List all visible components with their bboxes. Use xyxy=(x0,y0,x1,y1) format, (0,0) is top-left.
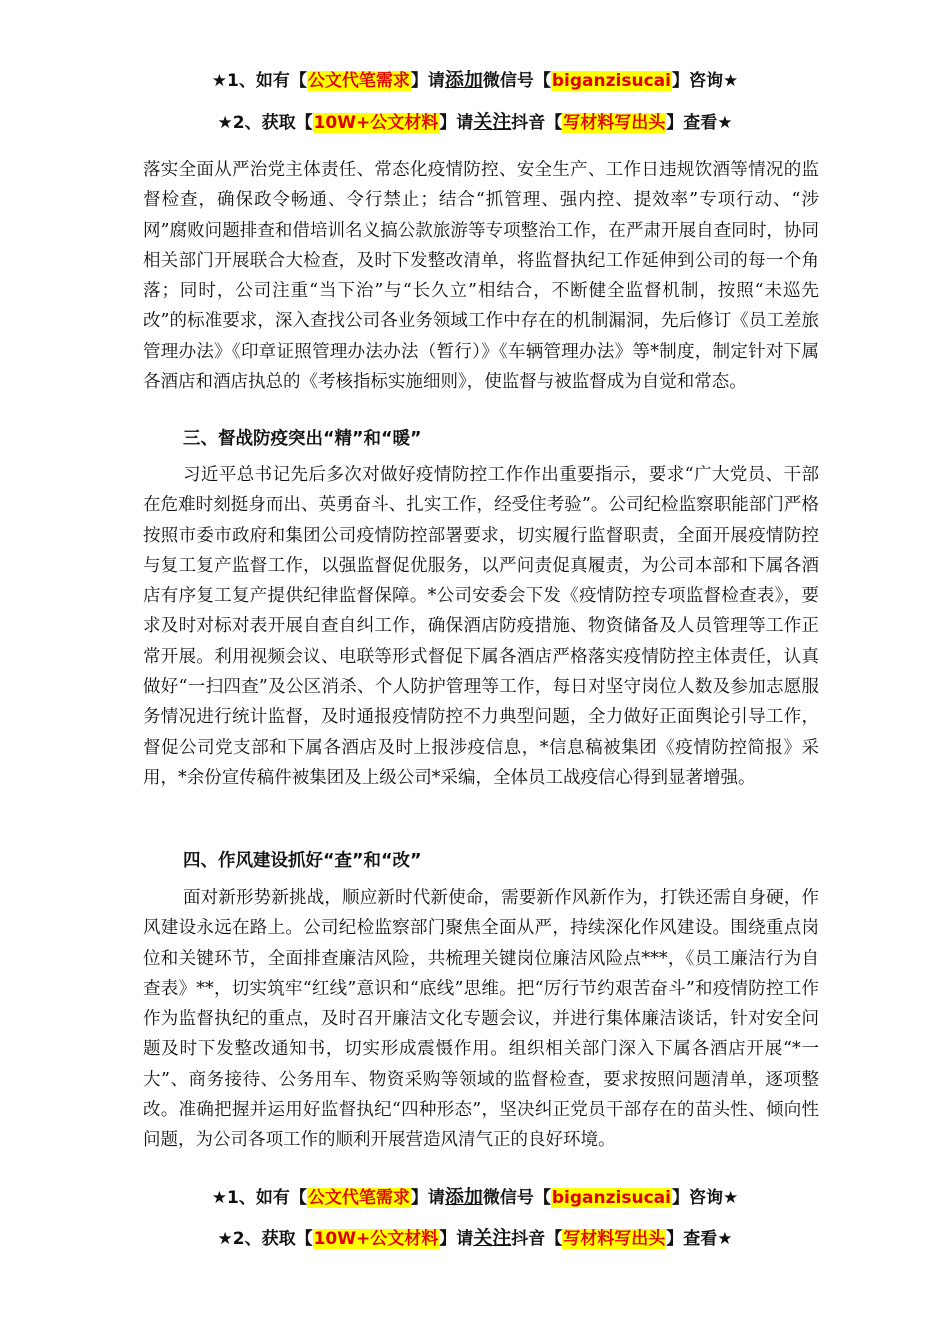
banner-underlined: 关注 xyxy=(473,1227,512,1249)
banner-highlight: 写材料写出头 xyxy=(563,113,666,133)
banner-highlight: 10W+公文材料 xyxy=(313,1229,439,1249)
bottom-banner-line-2 xyxy=(0,1226,950,1251)
banner-suffix: 】查看★ xyxy=(666,113,733,133)
banner-underlined: 关注 xyxy=(473,111,512,133)
banner-highlight: 写材料写出头 xyxy=(563,1229,666,1249)
banner-prefix: ★1、如有【 xyxy=(211,71,307,91)
banner-prefix: ★2、获取【 xyxy=(217,1229,313,1249)
banner-highlight: 公文代笔需求 xyxy=(307,71,410,91)
banner-text: 抖音【 xyxy=(511,1229,563,1249)
banner-suffix: 】咨询★ xyxy=(671,1188,739,1208)
top-banner-line-1 xyxy=(0,68,950,93)
paragraph-section-3: 习近平总书记先后多次对做好疫情防控工作作出重要指示，要求“广大党员、干部在危难时刻挺身而出、英勇奋斗、扎实工作，经受住考验”。公司纪检监察职能部门严格按照市委市政府和集团公司疫情防控部署要求，切实履行监督职责，全面开展疫情防控与复工复产监督工作，以强监督促优服务，以严问责促真履责，为公司本部和下属各酒店有序复工复产提供纪律监督保障。*公司安委会下发《疫情防控专项监督检查表》，要求及时对标对表开展自查自纠工作，确保酒店防疫措施、物资储备及人员管理等工作正常开展。利用视频会议、电联等形式督促下属各酒店严格落实疫情防控主体责任，认真做好“一扫四查”及公区消杀、个人防护管理等工作，每日对坚守岗位人数及参加志愿服务情况进行统计监督，及时通报疫情防控不力典型问题，全力做好正面舆论引导工作，督促公司党支部和下属各酒店及时上报涉疫信息，*信息稿被集团《疫情防控简报》采用，*余份宣传稿件被集团及上级公司*采编，全体员工战疫信心得到显著增强。 xyxy=(143,465,819,788)
banner-underlined: 添加 xyxy=(444,69,483,91)
banner-highlight: biganzisucai xyxy=(551,71,671,91)
paragraph-section-4: 面对新形势新挑战，顺应新时代新使命，需要新作风新作为，打铁还需自身硬，作风建设永远在路上。公司纪检监察部门聚焦全面从严，持续深化作风建设。围绕重点岗位和关键环节，全面排查廉洁风险，共梳理关键岗位廉洁风险点***，《员工廉洁行为自查表》**，切实筑牢“红线”意识和“底线”思维。把“厉行节约艰苦奋斗”和疫情防控工作作为监督执纪的重点，及时召开廉洁文化专题会议，并进行集体廉洁谈话，针对安全问题及时下发整改通知书，切实形成震慑作用。组织相关部门深入下属各酒店开展“*一大”、商务接待、公务用车、物资采购等领域的监督检查，要求按照问题清单，逐项整改。准确把握并运用好监督执纪“四种形态”，坚决纠正党员干部存在的苗头性、倾向性问题，为公司各项工作的顺利开展营造风清气正的良好环境。 xyxy=(143,888,819,1151)
banner-prefix: ★1、如有【 xyxy=(211,1188,307,1208)
banner-suffix: 】查看★ xyxy=(666,1229,733,1249)
paragraph-continued: 落实全面从严治党主体责任、常态化疫情防控、安全生产、工作日违规饮酒等情况的监督检查，确保政令畅通、令行禁止；结合“抓管理、强内控、提效率”专项行动、“涉网”腐败问题排查和借培训名义搞公款旅游等专项整治工作，在严肃开展自查同时，协同相关部门开展联合大检查，及时下发整改清单，将监督执纪工作延伸到公司的每一个角落；同时，公司注重“当下治”与“长久立”相结合，不断健全监督机制，按照“未巡先改”的标准要求，深入查找公司各业务领域工作中存在的机制漏洞，先后修订《员工差旅管理办法》《印章证照管理办法办法（暂行）》《车辆管理办法》等*制度，制定针对下属各酒店和酒店执总的《考核指标实施细则》，使监督与被监督成为自觉和常态。 xyxy=(143,160,819,393)
banner-suffix: 】咨询★ xyxy=(671,71,739,91)
banner-text: 】请 xyxy=(410,1188,445,1208)
banner-highlight: 10W+公文材料 xyxy=(313,113,439,133)
banner-highlight: 公文代笔需求 xyxy=(307,1188,410,1208)
banner-text: 】请 xyxy=(439,1229,474,1249)
banner-highlight: biganzisucai xyxy=(551,1188,671,1208)
banner-prefix: ★2、获取【 xyxy=(217,113,313,133)
banner-text: 】请 xyxy=(410,71,445,91)
top-banner-line-2 xyxy=(0,110,950,135)
banner-text: 微信号【 xyxy=(482,1188,551,1208)
section-heading-3: 三、督战防疫突出“精”和“暖” xyxy=(183,429,422,449)
banner-text: 】请 xyxy=(439,113,474,133)
section-heading-4: 四、作风建设抓好“查”和“改” xyxy=(183,851,422,871)
banner-text: 微信号【 xyxy=(482,71,551,91)
banner-text: 抖音【 xyxy=(511,113,563,133)
bottom-banner-line-1 xyxy=(0,1185,950,1210)
banner-underlined: 添加 xyxy=(444,1186,483,1208)
